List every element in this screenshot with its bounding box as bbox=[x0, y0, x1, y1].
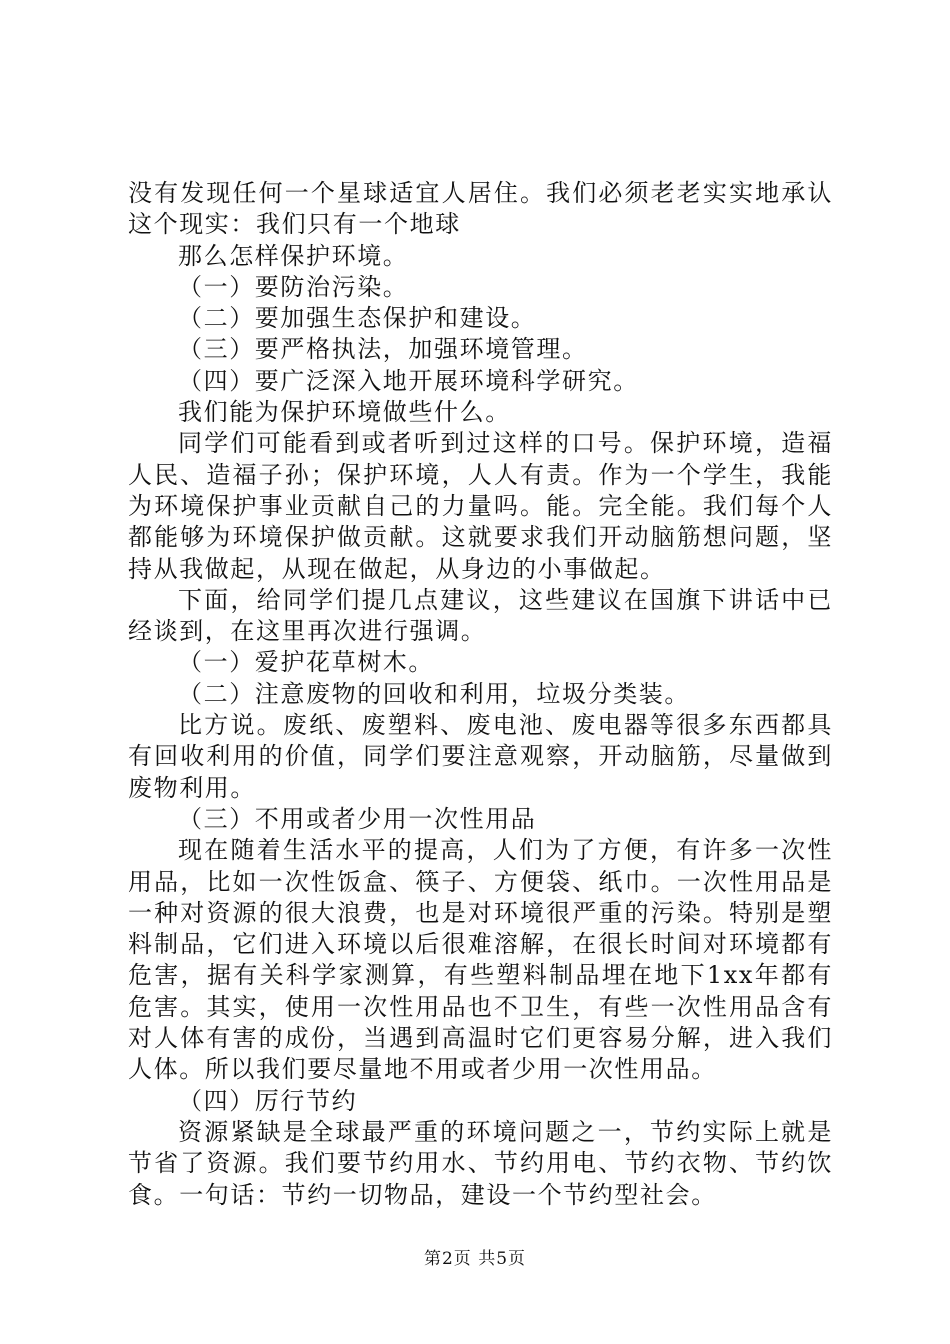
paragraph-frugality: 资源紧缺是全球最严重的环境问题之一，节约实际上就是节省了资源。我们要节约用水、节约用电、节约衣物、节约饮食。一句话：节约一切物品，建设一个节约型社会。 bbox=[128, 1117, 833, 1209]
list-item-frugality: （四）厉行节约 bbox=[178, 1086, 358, 1115]
list-item-ecology: （二）要加强生态保护和建设。 bbox=[178, 304, 537, 333]
paragraph-disposables: 现在随着生活水平的提高，人们为了方便，有许多一次性用品，比如一次性饭盒、筷子、方便袋、纸巾。一次性用品是一种对资源的很大浪费，也是对环境很严重的污染。特别是塑料制品，它们进入环境以后很难溶解，在很长时间对环境都有危害，据有关科学家测算，有些塑料制品埋在地下1xx年都有危害。其实，使用一次性用品也不卫生，有些一次性用品含有对人体有害的成份，当遇到高温时它们更容易分解，进入我们人体。所以我们要尽量地不用或者少用一次性用品。 bbox=[128, 836, 833, 1084]
paragraph-slogan: 同学们可能看到或者听到过这样的口号。保护环境，造福人民、造福子孙；保护环境，人人有责。作为一个学生，我能为环境保护事业贡献自己的力量吗。能。完全能。我们每个人都能够为环境保护做贡献。这就要求我们开动脑筋想问题，坚持从我做起，从现在做起，从身边的小事做起。 bbox=[128, 429, 833, 583]
paragraph-what-can-we-do: 我们能为保护环境做些什么。 bbox=[178, 398, 511, 427]
list-item-law: （三）要严格执法，加强环境管理。 bbox=[178, 335, 588, 364]
list-item-recycling: （二）注意废物的回收和利用，垃圾分类装。 bbox=[178, 679, 690, 708]
paragraph-how-to-protect: 那么怎样保护环境。 bbox=[178, 241, 409, 270]
list-item-pollution: （一）要防治污染。 bbox=[178, 272, 409, 301]
list-item-research: （四）要广泛深入地开展环境科学研究。 bbox=[178, 366, 639, 395]
list-item-disposables: （三）不用或者少用一次性用品 bbox=[178, 804, 537, 833]
list-item-plants: （一）爱护花草树木。 bbox=[178, 648, 434, 677]
document-body bbox=[128, 178, 833, 1211]
page-footer: 第2页 共5页 bbox=[423, 1249, 527, 1269]
paragraph-continued: 没有发现任何一个星球适宜人居住。我们必须老老实实地承认这个现实：我们只有一个地球 bbox=[128, 179, 833, 239]
paragraph-suggestions: 下面，给同学们提几点建议，这些建议在国旗下讲话中已经谈到，在这里再次进行强调。 bbox=[128, 585, 833, 646]
paragraph-recycling-example: 比方说。废纸、废塑料、废电池、废电器等很多东西都具有回收利用的价值，同学们要注意观察，开动脑筋，尽量做到废物利用。 bbox=[128, 711, 833, 802]
